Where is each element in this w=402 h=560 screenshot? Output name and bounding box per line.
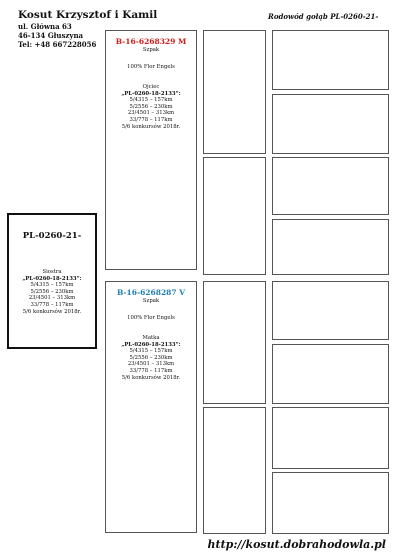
dam-sex: Szpak bbox=[142, 298, 160, 304]
great-grandparent-card bbox=[272, 472, 389, 534]
sire-result: 33/778 – 117km bbox=[129, 117, 173, 124]
great-grandparent-card bbox=[272, 281, 389, 340]
dam-result: 5/4315 – 157km bbox=[129, 348, 173, 355]
great-grandparent-card bbox=[272, 94, 389, 154]
great-grandparent-card bbox=[272, 157, 389, 215]
sire-result: 5/6 konkursów 2018r. bbox=[121, 123, 181, 130]
sire-relation: Ojciec bbox=[142, 84, 160, 90]
footer-url[interactable]: http://kosut.dobrahodowla.pl bbox=[207, 538, 386, 551]
dam-info bbox=[106, 335, 196, 381]
sire-card bbox=[105, 30, 197, 270]
sire-sex: Szpak bbox=[142, 47, 160, 53]
subject-result: 5/4315 – 157km bbox=[30, 282, 74, 289]
owner-name: Kosut Krzysztof i Kamil bbox=[18, 9, 158, 21]
dam-result: 33/778 – 117km bbox=[129, 368, 173, 375]
sire-ring: B-16-6268329 M bbox=[115, 37, 187, 46]
great-grandparent-card bbox=[272, 344, 389, 404]
grandparent-card bbox=[203, 157, 266, 275]
dam-card bbox=[105, 281, 197, 533]
pedigree-title: Rodowód gołąb PL-0260-21- bbox=[268, 12, 379, 21]
subject-result: 23/4501 – 313km bbox=[28, 295, 76, 302]
grandparent-card bbox=[203, 281, 266, 404]
dam-reference: „PL-0260-18-2133”: bbox=[121, 341, 181, 348]
sire-info bbox=[106, 84, 196, 130]
dam-ring: B-16-6268287 V bbox=[116, 288, 186, 297]
owner-street: ul. Główna 63 bbox=[18, 22, 72, 31]
great-grandparent-card bbox=[272, 219, 389, 275]
sire-result: 5/4315 – 157km bbox=[129, 97, 173, 104]
subject-ring: PL-0260-21- bbox=[22, 231, 82, 241]
dam-result: 5/6 konkursów 2018r. bbox=[121, 374, 181, 381]
subject-card bbox=[7, 213, 97, 349]
great-grandparent-card bbox=[272, 407, 389, 469]
owner-city: 46-134 Głuszyna bbox=[18, 31, 84, 40]
dam-result: 5/2556 – 230km bbox=[129, 354, 173, 361]
subject-reference: „PL-0260-18-2133”: bbox=[22, 275, 82, 282]
sire-result: 23/4501 – 313km bbox=[127, 110, 175, 117]
sire-reference: „PL-0260-18-2133”: bbox=[121, 90, 181, 97]
sire-result: 5/2556 – 230km bbox=[129, 103, 173, 110]
dam-relation: Matka bbox=[142, 335, 160, 341]
subject-info bbox=[9, 269, 95, 315]
sire-breed: 100% Flor Engels bbox=[127, 64, 175, 70]
subject-result: 5/2556 – 230km bbox=[30, 288, 74, 295]
subject-result: 33/778 – 117km bbox=[30, 302, 74, 309]
dam-result: 23/4501 – 313km bbox=[127, 361, 175, 368]
great-grandparent-card bbox=[272, 30, 389, 90]
grandparent-card bbox=[203, 407, 266, 534]
subject-result: 5/6 konkursów 2018r. bbox=[22, 308, 82, 315]
grandparent-card bbox=[203, 30, 266, 154]
dam-breed: 100% Flor Engels bbox=[127, 315, 175, 321]
owner-phone: Tel: +48 667228056 bbox=[18, 40, 97, 49]
subject-relation: Siostra bbox=[42, 269, 62, 275]
